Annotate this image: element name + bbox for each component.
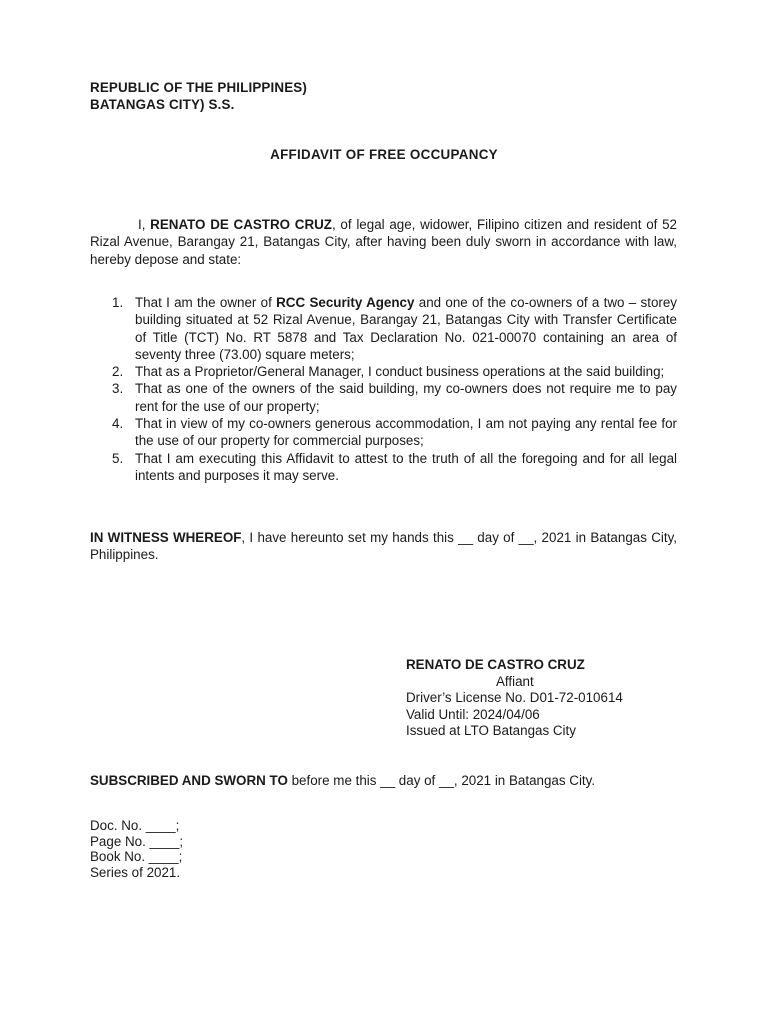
venue-line-republic: REPUBLIC OF THE PHILIPPINES) — [90, 80, 307, 95]
jurat-text: before me this __ day of __, 2021 in Batangas City. — [287, 773, 596, 788]
doc-number: Doc. No. ____; — [90, 818, 180, 833]
statement-number: 1. — [112, 295, 124, 310]
statement-item — [90, 415, 677, 450]
intro-paragraph — [90, 216, 677, 268]
statement-item — [90, 450, 677, 485]
statements-list — [90, 294, 677, 484]
venue-line-city: BATANGAS CITY) S.S. — [90, 97, 235, 112]
book-number: Book No. ____; — [90, 849, 183, 865]
affiant-name-intro: RENATO DE CASTRO CRUZ — [150, 217, 332, 232]
series-year: Series of 2021. — [90, 864, 181, 880]
statement-text: That in view of my co-owners generous accommodation, I am not paying any rental fee for the use of our property for commercial purposes; — [135, 416, 677, 449]
statement-item — [90, 294, 677, 363]
document-title: AFFIDAVIT OF FREE OCCUPANCY — [270, 147, 498, 162]
agency-name: RCC Security Agency — [276, 295, 415, 310]
license-issued-at: Issued at LTO Batangas City — [406, 723, 576, 739]
license-valid-until: Valid Until: 2024/04/06 — [406, 706, 540, 722]
witness-heading: IN WITNESS WHEREOF — [90, 530, 242, 545]
witness-paragraph — [90, 529, 677, 564]
page-number: Page No. ____; — [90, 833, 184, 849]
statement-number: 3. — [112, 381, 124, 397]
statement-text: That as a Proprietor/General Manager, I conduct business operations at the said building; — [135, 364, 665, 380]
jurat-line — [90, 772, 595, 789]
affiant-name: RENATO DE CASTRO CRUZ — [406, 657, 585, 672]
intro-prefix: I, — [138, 217, 151, 232]
statement-text: That I am the owner of — [135, 295, 277, 310]
statement-number: 4. — [112, 416, 124, 432]
intro-text: , of legal age, widower, Filipino citizen and resident of 52 Rizal Avenue, Barangay 21, Batangas City, after having been duly sworn in accordance with law, hereby depose and state: — [90, 217, 677, 267]
statement-text: and one of the co-owners of a two – storey building situated at 52 Rizal Avenue, Barangay 21, Batangas City with Transfer Certificate of Title (TCT) No. RT 5878 and Tax Declaration No. 021-00070 containing an area of seventy three (73.00) square meters; — [135, 295, 678, 362]
statement-number: 2. — [112, 364, 124, 380]
witness-text: , I have hereunto set my hands this __ day of __, 2021 in Batangas City, Philippines. — [90, 530, 677, 563]
jurat-heading: SUBSCRIBED AND SWORN TO — [90, 773, 288, 788]
statement-text: That I am executing this Affidavit to attest to the truth of all the foregoing and for all legal intents and purposes it may serve. — [135, 450, 677, 483]
statement-item — [90, 380, 677, 415]
affiant-role: Affiant — [496, 673, 534, 689]
venue-header — [90, 79, 307, 113]
statement-item — [90, 363, 677, 380]
statement-text: That as one of the owners of the said building, my co-owners does not require me to pay rent for the use of our property; — [135, 381, 677, 414]
statement-number: 5. — [112, 450, 124, 466]
affiant-signature-block — [406, 657, 623, 740]
notarial-register — [90, 818, 183, 880]
drivers-license: Driver’s License No. D01-72-010614 — [406, 690, 623, 706]
